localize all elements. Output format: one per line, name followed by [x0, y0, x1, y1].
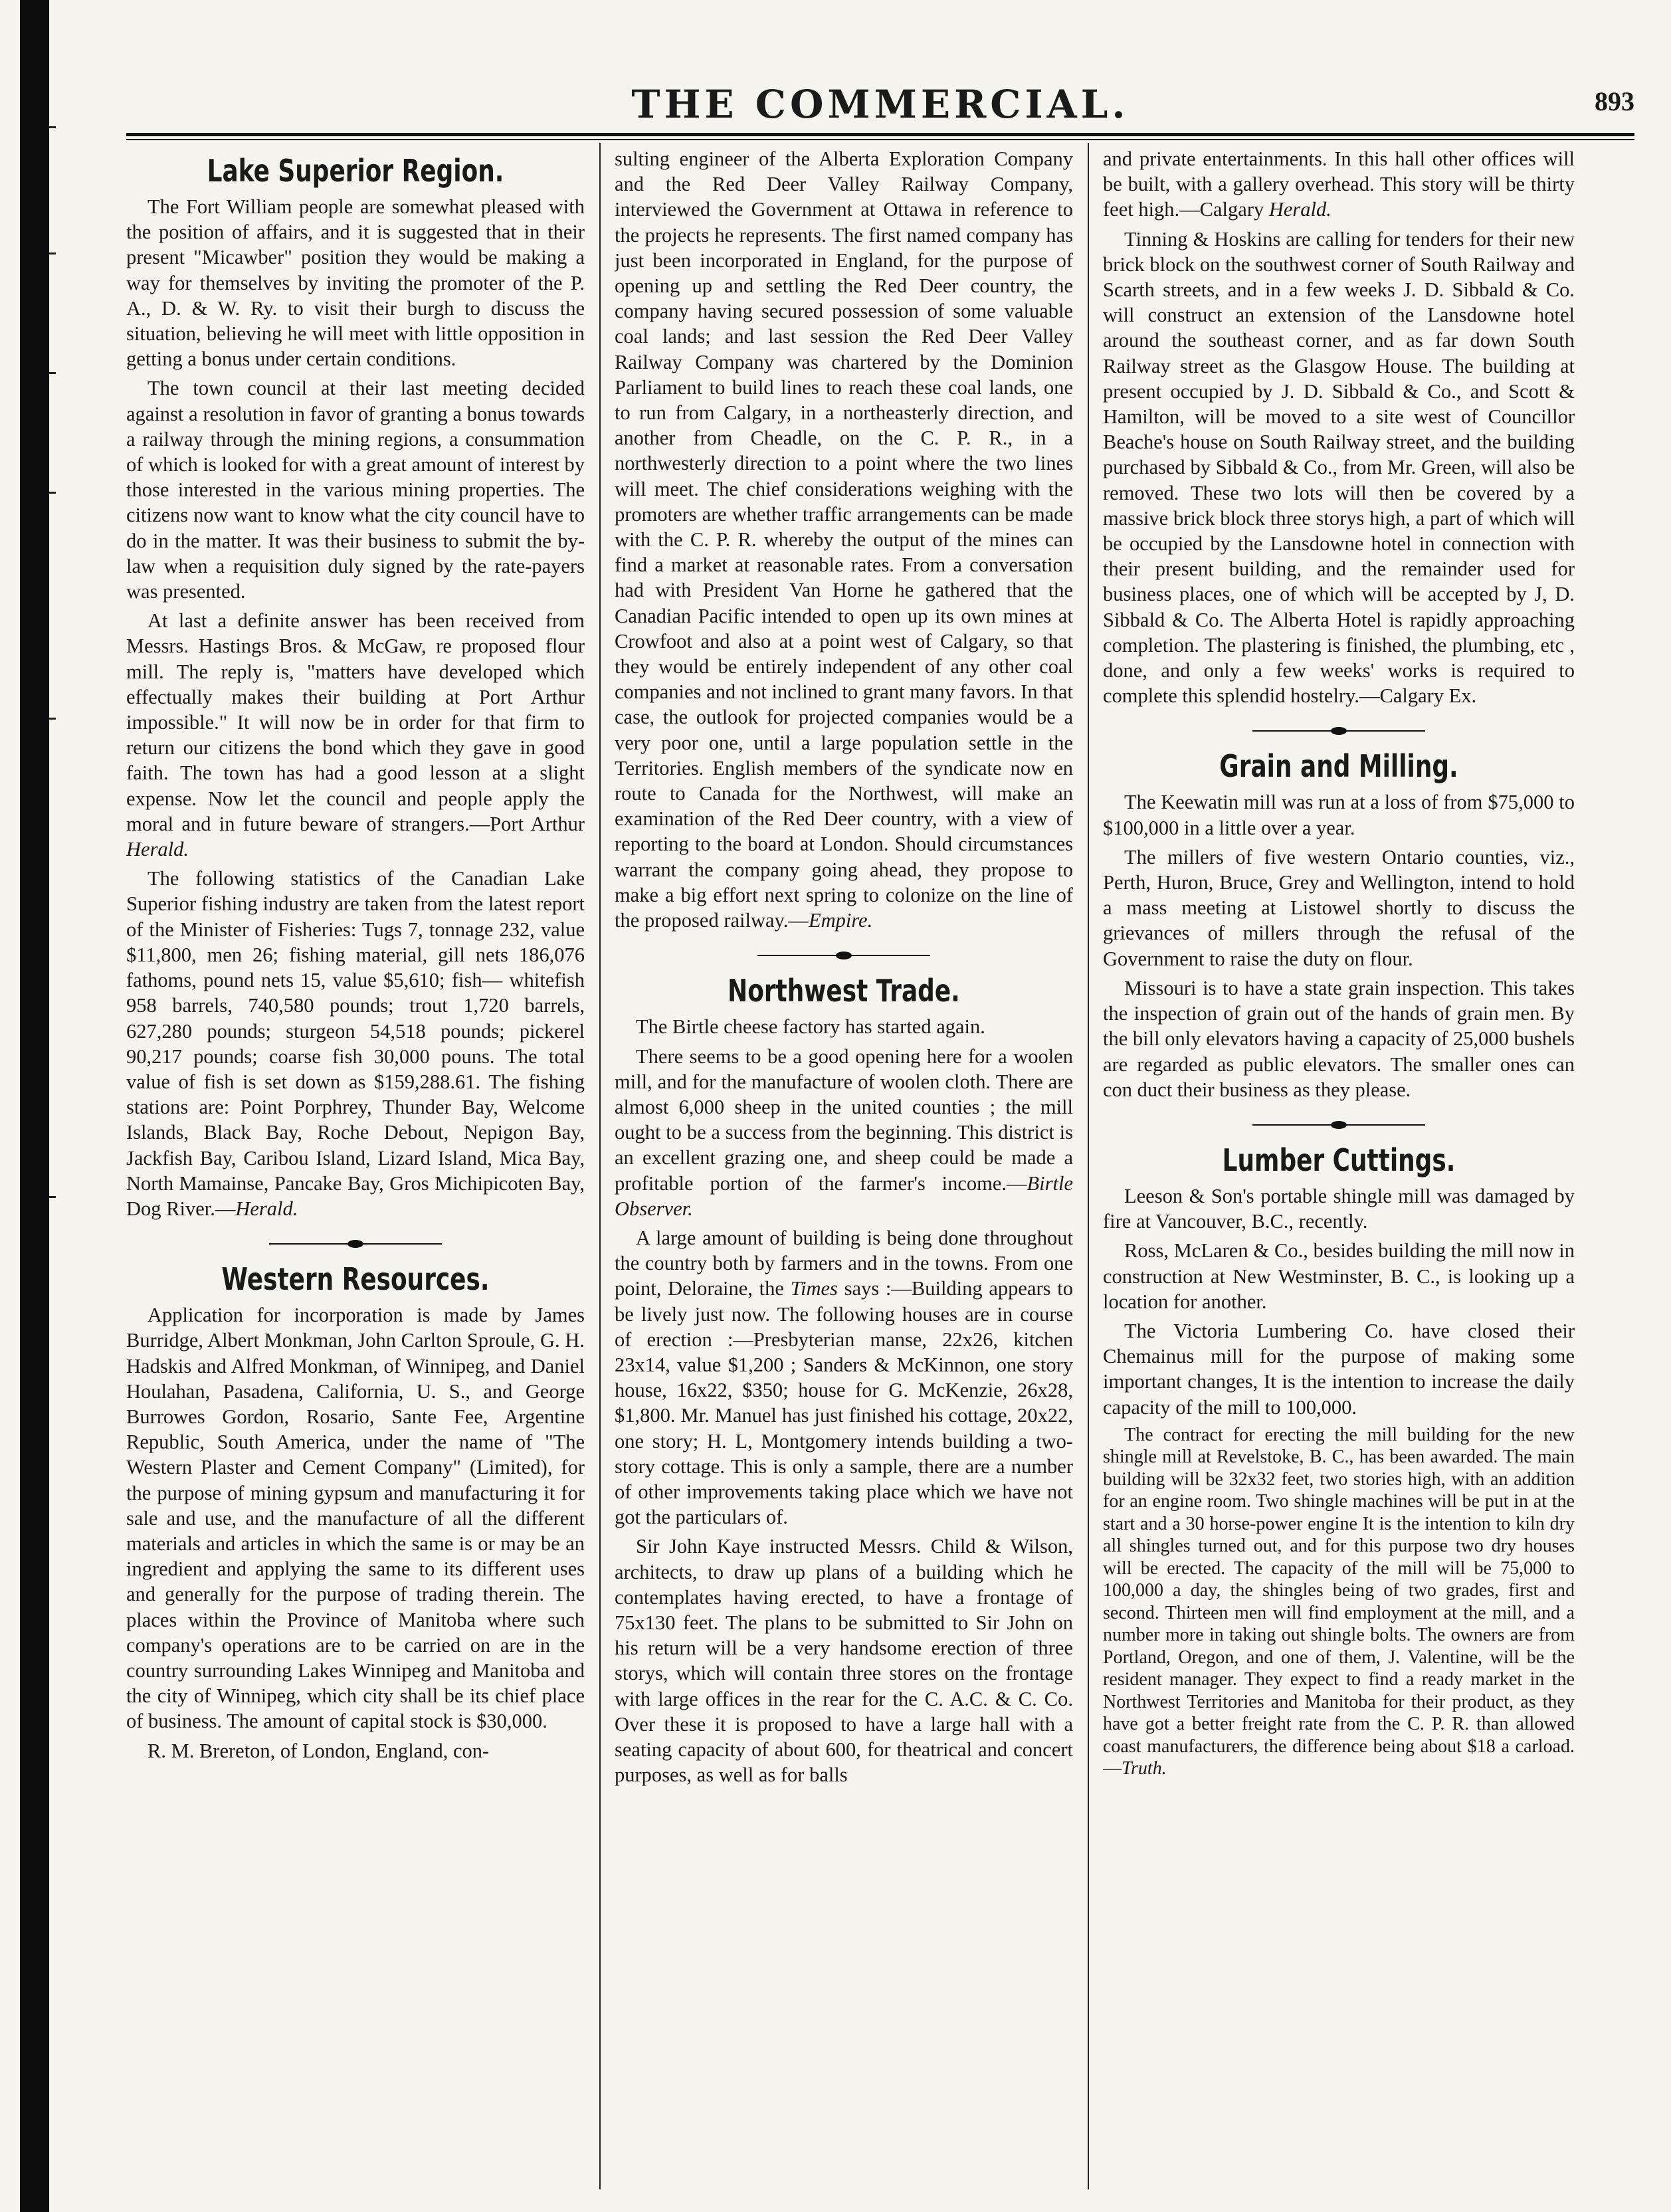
paragraph-text: and private entertainments. In this hall other offices will be built, with a gallery overhead. This story will be thirty feet high.—Calgary	[1103, 148, 1575, 221]
paragraph: Sir John Kaye instructed Messrs. Child & Wilson, architects, to draw up plans of a building which he contemplates having erected, to have a frontage of 75x130 feet. The plans to be submitted to Sir John on his return will be a very handsome erection of three storys, which will contain three stores on the frontage with large offices in the rear for the C. A.C. & C. Co. Over these it is proposed to have a large hall with a seating capacity of about 600, for theatrical and concert purposes, as well as for balls	[615, 1535, 1073, 1787]
paragraph: Application for incorporation is made by James Burridge, Albert Monkman, John Carlton Sproule, G. H. Hadskis and Alfred Monkman, of Winnipeg, and Daniel Houlahan, Pasadena, California, U. S., and George Burrowes Gordon, Rosario, Sante Fee, Argentine Republic, South America, under the name of "The Western Plaster and Cement Company" (Limited), for the purpose of mining gypsum and manufacturing it for sale and use, and the manufacture of all the different materials and articles in which the same is or may be an ingredient and applying the same to its different uses and generally for the purpose of trading therein. The places within the Province of Manitoba where such company's operations are to be carried on are in the country surrounding Lakes Winnipeg and Manitoba and the city of Winnipeg, which city shall be its chief place of business. The amount of capital stock is $30,000.	[126, 1304, 585, 1733]
source-citation: Herald.	[1268, 198, 1331, 221]
source-citation: Empire.	[808, 909, 873, 932]
column-divider	[599, 143, 601, 2189]
article-heading-grain-milling: Grain and Milling.	[1219, 748, 1458, 785]
source-citation: Herald.	[235, 1197, 298, 1220]
paragraph: Ross, McLaren & Co., besides building the mill now in construction at New Westminster, B. C., is looking up a location for another.	[1103, 1239, 1575, 1313]
article-heading-northwest-trade: Northwest Trade.	[728, 973, 960, 1009]
paragraph-text: There seems to be a good opening here for a woolen mill, and for the manufacture of woolen cloth. There are almost 6,000 sheep in the united counties ; the mill ought to be a success from the beginning. This district is an excellent grazing one, and sheep could be made a profitable portion of the farmer's income.—	[615, 1045, 1073, 1195]
paragraph: The Victoria Lumbering Co. have closed their Chemainus mill for the purpose of making some important changes, It is the intention to increase the daily capacity of the mill to 100,000.	[1103, 1319, 1575, 1419]
paragraph: Tinning & Hoskins are calling for tenders for their new brick block on the southwest corner of South Railway and Scarth streets, and in a few weeks J. D. Sibbald & Co. will construct an extension of the Lansdowne hotel around the southeast corner, and as far down South Railway street as the Glasgow House. The building at present occupied by J. D. Sibbald & Co., and Scott & Hamilton, will be moved to a site west of Councillor Beache's house on South Railway street, and the building purchased by Sibbald & Co., from Mr. Green, will also be removed. These two lots will then be covered by a massive brick block three storys high, a part of which will be occupied by the Lansdowne hotel in connection with their present building, and the remainder used for business places, one of which will be accepted by J, D. Sibbald & Co. The Alberta Hotel is rapidly approaching completion. The plastering is finished, the plumbing, etc , done, and only a few weeks' works is required to complete this splendid hostelry.—Calgary Ex.	[1103, 227, 1575, 708]
section-separator	[757, 950, 930, 961]
paragraph-text: At last a definite answer has been received from Messrs. Hastings Bros. & McGaw, re proposed flour mill. The reply is, "matters have developed which effectually makes their building at Port Arthur impossible." It will now be in order for that firm to return our citizens the bond which they gave in good faith. The town has had a good lesson at a slight expense. Now let the council and people apply the moral and in future beware of strangers.—Port Arthur	[126, 609, 585, 835]
page-number: 893	[1595, 86, 1634, 116]
paragraph: Missouri is to have a state grain inspection. This takes the inspection of grain out of the hands of grain men. By the bill only elevators having a capacity of 25,000 bushels are regarded as public elevators. The smaller ones can con duct their business as they please.	[1103, 976, 1575, 1101]
section-separator	[1252, 726, 1425, 736]
paragraph-text: The following statistics of the Canadian Lake Superior fishing industry are taken from the latest report of the Minister of Fisheries: Tugs 7, tonnage 232, value $11,800, men 26; fishing material, gill nets 186,076 fathoms, pound nets 15, value $5,610; fish— whitefish 958 barrels, 740,580 pounds; trout 1,720 barrels, 627,280 pounds; sturgeon 54,518 pounds; pickerel 90,217 pounds; coarse fish 30,000 pouns. The total value of fish is set down as $159,288.61. The fishing stations are: Point Porphrey, Thunder Bay, Welcome Islands, Black Bay, Roche Debout, Nepigon Bay, Jackfish Bay, Caribou Island, Lizard Island, Mica Bay, North Mamainse, Pancake Bay, Gros Michipicoten Bay, Dog River.—	[126, 867, 585, 1220]
masthead-rule	[126, 133, 1634, 140]
column-1	[126, 146, 585, 2186]
column-divider	[1088, 143, 1089, 2189]
source-citation: Truth.	[1122, 1758, 1167, 1779]
masthead-title: THE COMMERCIAL.	[631, 82, 1130, 127]
paragraph	[126, 866, 585, 1221]
source-citation: Birtle Observer.	[615, 1171, 1073, 1220]
masthead	[126, 76, 1634, 130]
paragraph	[615, 146, 1073, 933]
column-2	[615, 146, 1073, 2186]
paragraph: The town council at their last meeting decided against a resolution in favor of granting a bonus towards a railway through the mining regions, a consummation of which is looked for with a great amount of interest by those interested in the various mining properties. The citizens now want to know what the city council have to do in the matter. It was their business to submit the by-law when a requisition duly signed by the rate-payers was presented.	[126, 377, 585, 603]
paragraph	[615, 1044, 1073, 1221]
paragraph	[615, 1225, 1073, 1530]
paragraph: The Keewatin mill was run at a loss of from $75,000 to $100,000 in a little over a year.	[1103, 791, 1575, 839]
binding-mark	[49, 718, 56, 720]
section-separator	[1252, 1120, 1425, 1130]
paragraph	[126, 608, 585, 862]
source-citation: Herald.	[126, 838, 189, 861]
binding-mark	[49, 372, 56, 374]
paragraph: The Birtle cheese factory has started again.	[636, 1015, 985, 1039]
page-binding-edge	[20, 0, 49, 2212]
paragraph: Leeson & Son's portable shingle mill was damaged by fire at Vancouver, B.C., recently.	[1103, 1184, 1575, 1233]
paragraph	[1103, 1424, 1575, 1780]
paragraph-text: The contract for erecting the mill building for the new shingle mill at Revelstoke, B. C., has been awarded. The main building will be 32x32 feet, two stories high, with an addition for an engine room. Two shingle machines will be put in at the start and a 30 horse-power engine It is the intention to kiln dry all shingles turned out, and for this purpose two dry houses will be erected. The capacity of the mill will be 75,000 to 100,000 a day, the shingles being of two grades, first and second. Thirteen men will find employment at the mill, and a number more in taking out shingle bolts. The owners are from Portland, Oregon, and one of them, J. Valentine, will be the resident manager. They expect to find a ready market in the Northwest Territories and Manitoba for their product, as they have got a better freight rate from the C. P. R. than allowed coast manufacturers, the difference being about $18 a carload.—	[1103, 1424, 1575, 1779]
paragraph: R. M. Brereton, of London, England, con-	[147, 1739, 490, 1762]
paragraph-text: A large amount of building is being done throughout the country both by farmers and in the towns. From one point, Deloraine, the	[615, 1226, 1073, 1300]
binding-mark	[49, 1196, 56, 1198]
paragraph-text: says :—Building appears to be lively just now. The following houses are in course of erection :—Presbyterian manse, 22x26, kitchen 23x14, value $1,200 ; Sanders & McKinnon, one story house, 16x22, $350; house for G. McKenzie, 26x28, $1,800. Mr. Manuel has just finished his cottage, 20x22, one story; H. L, Montgomery intends building a two-story cottage. This is only a sample, there are a number of other improvements taking place which we have not got the particulars of.	[615, 1277, 1073, 1529]
newspaper-name: Times	[790, 1277, 838, 1300]
article-heading-lumber-cuttings: Lumber Cuttings.	[1222, 1142, 1456, 1178]
column-3	[1103, 146, 1575, 2186]
binding-mark	[49, 252, 56, 254]
article-heading-western-resources: Western Resources.	[221, 1261, 490, 1298]
paragraph-text: sulting engineer of the Alberta Exploration Company and the Red Deer Valley Railway Company, interviewed the Government at Ottawa in reference to the projects he represents. The first named company has just been incorporated in England, for the purpose of opening up and settling the Red Deer country, the company having secured possession of some valuable coal lands; and last session the Red Deer Valley Railway Company was chartered by the Dominion Parliament to build lines to reach these coal lands, one to run from Calgary, in a northeasterly direction, and another from Cheadle, on the C. P. R., in a northwesterly direction to a point where the two lines will meet. The chief considerations weighing with the promoters are whether traffic arrangements can be made with the C. P. R. whereby the output of the mines can find a market at reasonable rates. From a conversation had with President Van Horne he gathered that the Canadian Pacific intended to open up its own mines at Crowfoot and also at a point west of Calgary, so that they would be entirely independent of any other coal companies and not inclined to grant many favors. In that case, the outlook for projected companies would be a very poor one, until a large population settle in the Territories. English members of the syndicate now en route to Canada for the Northwest, will make an examination of the Red Deer country, with a view of reporting to the board at London. Should circumstances warrant the company going ahead, they propose to make a big effort next spring to colonize on the line of the proposed railway.—	[615, 148, 1073, 932]
section-separator	[269, 1239, 442, 1249]
binding-mark	[49, 126, 56, 128]
paragraph	[1103, 146, 1575, 223]
binding-mark	[49, 492, 56, 494]
paragraph: The millers of five western Ontario counties, viz., Perth, Huron, Bruce, Grey and Wellington, intend to hold a mass meeting at Listowel shortly to discuss the grievances of millers through the refusal of the Government to raise the duty on flour.	[1103, 845, 1575, 970]
article-heading-lake-superior: Lake Superior Region.	[207, 153, 504, 189]
paragraph: The Fort William people are somewhat pleased with the position of affairs, and it is suggested that in their present "Micawber" position they would be making a way for themselves by inviting the promoter of the P. A., D. & W. Ry. to visit their burgh to discuss the situation, believing he will meet with little opposition in getting a bonus under certain conditions.	[126, 195, 585, 371]
